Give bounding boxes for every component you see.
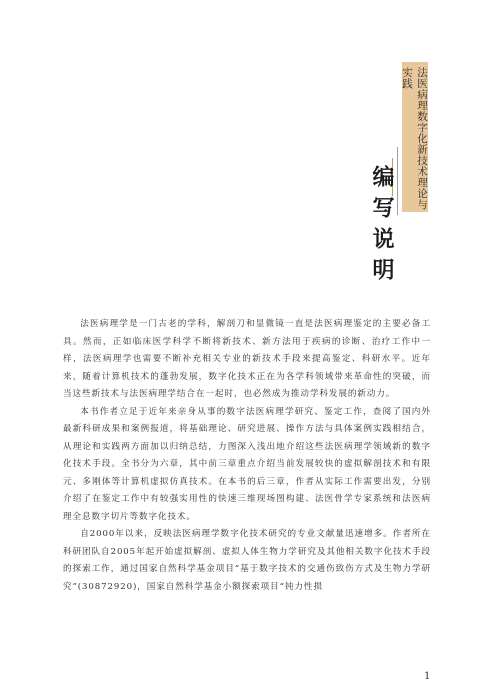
body-text [63,316,431,596]
page-number: 1 [424,671,431,682]
section-title: 编写说明 [369,165,395,289]
paragraph: 本书作者立足于近年来亲身从事的数字法医病理学研究、鉴定工作，查阅了国内外最新科研成果和案例报道，将基础理论、研究进展、操作方法与具体案例实践相结合，从理论和实践两方面加以归纳总结，力图深入浅出地介绍这些法医病理学领域新的数字化技术手段。全书分为六章，其中前三章重点介绍当前发展较快的虚拟解剖技术和有限元、多刚体等计算机虚拟仿真技术。在本书的后三章，作者从实际工作需要出发，分别介绍了在鉴定工作中有较强实用性的快速三维现场图构建、法医骨学专家系统和法医病理全息数字切片等数字化技术。 [63,406,431,522]
paragraph: 法医病理学是一门古老的学科，解剖刀和显微镜一直是法医病理鉴定的主要必备工具。然而，正如临床医学科学不断将新技术、新方法用于疾病的诊断、治疗工作中一样，法医病理学也需要不断补充相关专业的新技术手段来提高鉴定、科研水平。近年来，随着计算机技术的蓬勃发展，数字化技术正在为各学科领域带来革命性的突破，而当这些新技术与法医病理学结合在一起时，也必然成为推动学科发展的新动力。 [63,319,431,399]
book-title-tab [402,62,428,212]
paragraph: 自2000年以来，反映法医病理学数字化技术研究的专业文献量迅速增多。作者所在科研团队自2005年起开始虚拟解剖、虚拟人体生物力学研究及其他相关数字化技术手段的探索工作，通过国家自然科学基金项目“基于数字技术的交通伤致伤方式及生物力学研究”(30872920)，国家自然科学基金小额探索项目“钝力性损 [63,529,431,592]
book-title-text: 法医病理数字化新技术理论与实践 [401,67,428,210]
